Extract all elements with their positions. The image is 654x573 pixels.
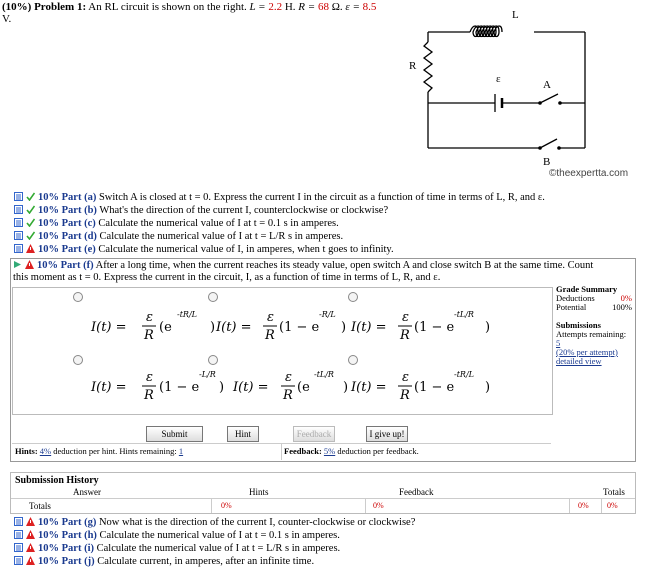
svg-text:ε: ε xyxy=(146,310,153,325)
expand-box-icon[interactable] xyxy=(14,244,23,253)
part-row[interactable] xyxy=(14,230,343,243)
svg-text:I(t) =: I(t) = xyxy=(91,320,127,335)
switch-b-label: B xyxy=(543,156,551,168)
part-label[interactable]: 10% Part (h) xyxy=(38,530,97,541)
svg-text:-tR/L: -tR/L xyxy=(454,370,474,379)
part-label[interactable]: 10% Part (e) xyxy=(38,244,96,255)
warning-icon xyxy=(26,517,35,526)
svg-text:I(t) =: I(t) = xyxy=(351,380,387,395)
feedback-button[interactable]: Feedback xyxy=(293,426,335,442)
expand-box-icon[interactable] xyxy=(14,192,23,201)
part-text: What's the direction of the current I, counterclockwise or clockwise? xyxy=(99,205,389,216)
problem-title: (10%) Problem 1: xyxy=(2,1,87,13)
expand-box-icon[interactable] xyxy=(14,543,23,552)
part-row[interactable] xyxy=(14,217,339,230)
expand-box-icon[interactable] xyxy=(14,231,23,240)
active-part-panel xyxy=(10,258,636,462)
history-title: Submission History xyxy=(15,475,99,486)
totals-b: 0% xyxy=(607,501,618,510)
warning-icon xyxy=(25,260,34,269)
svg-text:-R/L: -R/L xyxy=(319,310,336,319)
svg-text:I(t) =: I(t) = xyxy=(233,380,269,395)
part-row[interactable] xyxy=(14,555,314,568)
hint-button[interactable]: Hint xyxy=(227,426,259,442)
warning-icon xyxy=(26,244,35,253)
collapse-triangle-icon[interactable] xyxy=(13,260,22,269)
choice-6-formula[interactable] xyxy=(350,370,490,403)
warning-icon xyxy=(26,543,35,552)
submission-history: Submission History Answer Hints Feedback Totals Totals 0% 0% 0% 0% xyxy=(10,472,636,514)
emf-label: ε xyxy=(496,73,501,85)
part-row[interactable] xyxy=(14,191,545,204)
svg-text:(e: (e xyxy=(297,380,310,395)
watermark: ©theexpertta.com xyxy=(549,168,629,179)
part-label[interactable]: 10% Part (i) xyxy=(38,543,94,554)
svg-text:): ) xyxy=(219,380,225,395)
part-label[interactable]: 10% Part (d) xyxy=(38,231,97,242)
attempts-remaining: 5 xyxy=(556,338,561,348)
svg-text:(1 − e: (1 − e xyxy=(159,380,200,395)
warning-icon xyxy=(26,556,35,565)
problem-header: (10%) Problem 1: An RL circuit is shown on the right. L = 2.2 H. R = 68 Ω. ε = 8.5 V. xyxy=(2,1,377,25)
svg-text:(1 − e: (1 − e xyxy=(414,320,455,335)
svg-text:R: R xyxy=(400,328,410,343)
part-row[interactable] xyxy=(14,529,340,542)
svg-text:(1 − e: (1 − e xyxy=(279,320,320,335)
give-up-button[interactable]: I give up! xyxy=(366,426,408,442)
svg-text:R: R xyxy=(283,388,293,403)
svg-text:ε: ε xyxy=(402,370,409,385)
svg-text:-tL/R: -tL/R xyxy=(314,370,334,379)
part-label[interactable]: 10% Part (b) xyxy=(38,205,97,216)
choice-5-formula[interactable] xyxy=(232,370,348,403)
deductions-value: 0% xyxy=(620,293,632,303)
emf-value: 8.5 xyxy=(362,1,377,13)
part-f-text-1: After a long time, when the current reaches its steady value, open switch A and close switch B at the same time. Count xyxy=(95,260,594,271)
svg-text:R: R xyxy=(144,388,154,403)
part-text: Calculate the numerical value of I at t = L/R s in amperes. xyxy=(96,543,341,554)
svg-text:(e: (e xyxy=(159,320,172,335)
feedback-total: 0% xyxy=(373,501,384,510)
svg-text:R: R xyxy=(265,328,275,343)
svg-text:): ) xyxy=(343,380,349,395)
part-text: Calculate current, in amperes, after an infinite time. xyxy=(97,556,315,567)
grade-summary: Grade Summary Deductions 0% Potential 100% Submissions Attempts remaining: 5 (20% per attempt) detailed view xyxy=(556,284,632,366)
totals-a: 0% xyxy=(578,501,589,510)
choice-1-formula[interactable] xyxy=(90,310,215,343)
feedback-info: Feedback: 5% deduction per feedback. xyxy=(284,446,419,456)
resistance-value: 68 xyxy=(317,1,329,13)
submit-button[interactable]: Submit xyxy=(146,426,203,442)
part-row[interactable] xyxy=(14,516,415,529)
part-text: Switch A is closed at t = 0. Express the current I in the circuit as a function of time in terms of L, R, and ε. xyxy=(98,192,545,203)
expand-box-icon[interactable] xyxy=(14,218,23,227)
svg-text:I(t) =: I(t) = xyxy=(91,380,127,395)
part-f-text-2: this moment as t = 0. Express the current in the circuit, I, as a function of time in terms of L, R, and ε. xyxy=(13,272,441,283)
rl-circuit-diagram xyxy=(400,2,650,182)
svg-text:ε: ε xyxy=(285,370,292,385)
warning-icon xyxy=(26,530,35,539)
svg-text:): ) xyxy=(485,320,491,335)
expand-box-icon[interactable] xyxy=(14,205,23,214)
part-text: Now what is the direction of the current I, counter-clockwise or clockwise? xyxy=(98,517,416,528)
part-text: Calculate the numerical value of I at t = L/R s in amperes. xyxy=(99,231,344,242)
choice-3-formula[interactable] xyxy=(350,310,490,343)
svg-text:ε: ε xyxy=(267,310,274,325)
inductor-label: L xyxy=(512,9,519,21)
part-label[interactable]: 10% Part (g) xyxy=(38,517,97,528)
svg-text:-L/R: -L/R xyxy=(199,370,216,379)
switch-a-label: A xyxy=(543,79,551,91)
svg-text:-tL/R: -tL/R xyxy=(454,310,474,319)
part-row[interactable] xyxy=(14,542,340,555)
check-icon xyxy=(26,218,35,227)
check-icon xyxy=(26,192,35,201)
svg-text:ε: ε xyxy=(402,310,409,325)
expand-box-icon[interactable] xyxy=(14,556,23,565)
svg-text:I(t) =: I(t) = xyxy=(216,320,252,335)
svg-text:(1 − e: (1 − e xyxy=(414,380,455,395)
svg-text:I(t) =: I(t) = xyxy=(351,320,387,335)
answer-choices xyxy=(11,299,551,409)
part-row[interactable] xyxy=(14,243,394,256)
check-icon xyxy=(26,205,35,214)
problem-text: An RL circuit is shown on the right. xyxy=(88,1,247,13)
check-icon xyxy=(26,231,35,240)
expand-box-icon[interactable] xyxy=(14,517,23,526)
resistor-label: R xyxy=(409,60,417,72)
hints-info: Hints: 4% deduction per hint. Hints remaining: 1 xyxy=(15,446,184,456)
detailed-view-link[interactable]: detailed view xyxy=(556,356,602,366)
potential-value: 100% xyxy=(612,302,632,312)
inductance-value: 2.2 xyxy=(268,1,283,13)
part-text: Calculate the numerical value of I at t = 0.1 s in amperes. xyxy=(98,218,339,229)
hints-total: 0% xyxy=(221,501,232,510)
svg-text:): ) xyxy=(485,380,491,395)
choice-4-formula[interactable] xyxy=(90,370,224,403)
svg-text:): ) xyxy=(210,320,216,335)
part-f-label: 10% Part (f) xyxy=(37,260,94,271)
part-row[interactable] xyxy=(14,204,388,217)
part-label[interactable]: 10% Part (a) xyxy=(38,192,97,203)
hints-remaining: 1 xyxy=(178,446,184,456)
expand-box-icon[interactable] xyxy=(14,530,23,539)
part-label[interactable]: 10% Part (j) xyxy=(38,556,95,567)
svg-text:): ) xyxy=(341,320,347,335)
svg-text:R: R xyxy=(144,328,154,343)
part-text: Calculate the numerical value of I, in amperes, when t goes to infinity. xyxy=(98,244,394,255)
svg-text:R: R xyxy=(400,388,410,403)
part-label[interactable]: 10% Part (c) xyxy=(38,218,96,229)
svg-text:-tR/L: -tR/L xyxy=(177,310,197,319)
choice-2-formula[interactable] xyxy=(215,310,346,343)
part-text: Calculate the numerical value of I at t = 0.1 s in amperes. xyxy=(99,530,340,541)
svg-text:ε: ε xyxy=(146,370,153,385)
